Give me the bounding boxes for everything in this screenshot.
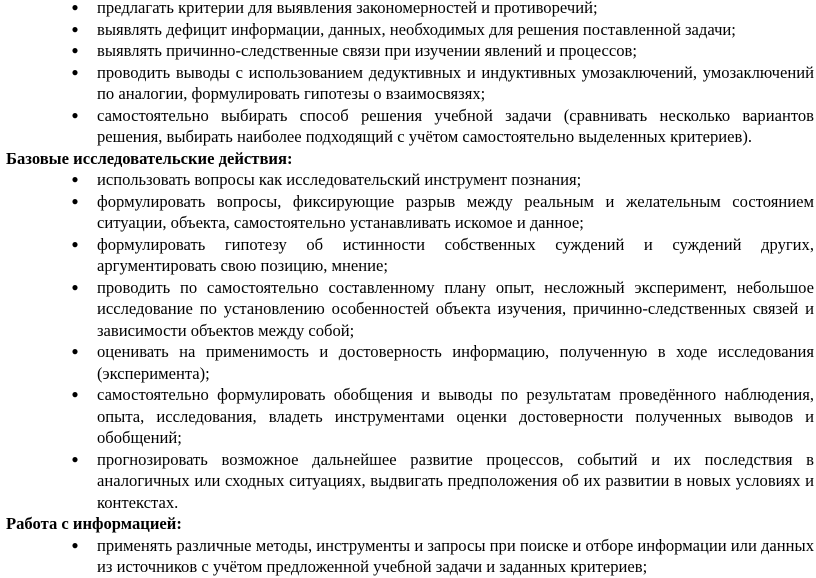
list-item [0,191,816,234]
list-item-text: оценивать на применимость и достоверность информацию, полученную в ходе исследования (эксперимента); [97,342,814,383]
list-item-text: использовать вопросы как исследовательский инструмент познания; [97,170,582,189]
list-item-text: применять различные методы, инструменты и запросы при поиске и отборе информации или данных из источников с учётом предложенной учебной задачи и заданных критериев; [97,535,814,576]
bullet-icon: ● [71,21,79,36]
list-item-text: предлагать критерии для выявления закономерностей и противоречий; [97,0,598,17]
bullet-icon: ● [71,451,79,466]
list-item-text: выявлять причинно-следственные связи при изучении явлений и процессов; [97,41,637,60]
bullet-icon: ● [71,236,79,251]
list-item-text: прогнозировать возможное дальнейшее развитие процессов, событий и их последствия в аналогичных или сходных ситуациях, выдвигать предположения об их развитии в новых условиях и контекстах. [97,449,814,512]
section-heading-information-work: Работа с информацией: [6,514,182,533]
list-item [0,384,816,449]
bullet-icon: ● [71,193,79,208]
list-item-text: самостоятельно формулировать обобщения и выводы по результатам проведённого наблюдения, опыта, исследования, владеть инструментами оценки достоверности полученных выводов и обобщений; [97,385,814,447]
list-item-text: выявлять дефицит информации, данных, необходимых для решения поставленной задачи; [97,19,736,39]
bullet-list-cognitive-actions [0,0,816,148]
bullet-icon: ● [71,172,79,186]
bullet-icon: ● [71,344,79,358]
bullet-list-research-actions [0,169,816,513]
list-item [0,62,816,105]
list-item-text: проводить выводы с использованием дедуктивных и индуктивных умозаключений, умозаключений по аналогии, формулировать гипотезы о взаимосвязях; [97,62,814,103]
list-item [0,40,816,62]
list-item [0,277,816,342]
bullet-icon: ● [71,107,79,122]
list-item [0,105,816,148]
list-item-text: самостоятельно выбирать способ решения учебной задачи (сравнивать несколько вариантов решения, выбирать наиболее подходящий с учётом самостоятельно выделенных критериев). [97,105,814,146]
section-heading-research-actions: Базовые исследовательские действия: [6,148,293,168]
bullet-icon: ● [71,64,79,79]
list-item [0,234,816,277]
list-item [0,449,816,514]
list-item [0,19,816,41]
bullet-icon: ● [71,0,79,14]
bullet-icon: ● [71,387,79,401]
bullet-list-information-work [0,535,816,578]
list-item-text: формулировать гипотезу об истинности собственных суждений и суждений других, аргументировать свою позицию, мнение; [97,234,814,275]
bullet-icon: ● [71,279,79,294]
bullet-icon: ● [71,537,79,552]
list-item-text: проводить по самостоятельно составленному плану опыт, несложный эксперимент, небольшое исследование по установлению особенностей объекта изучения, причинно-следственных связей и зависимости объектов между собой; [97,277,814,340]
list-item [0,535,816,578]
list-item [0,0,816,19]
list-item [0,169,816,191]
list-item-text: формулировать вопросы, фиксирующие разрыв между реальным и желательным состоянием ситуации, объекта, самостоятельно устанавливать искомое и данное; [97,191,814,232]
list-item [0,341,816,384]
bullet-icon: ● [71,43,79,57]
